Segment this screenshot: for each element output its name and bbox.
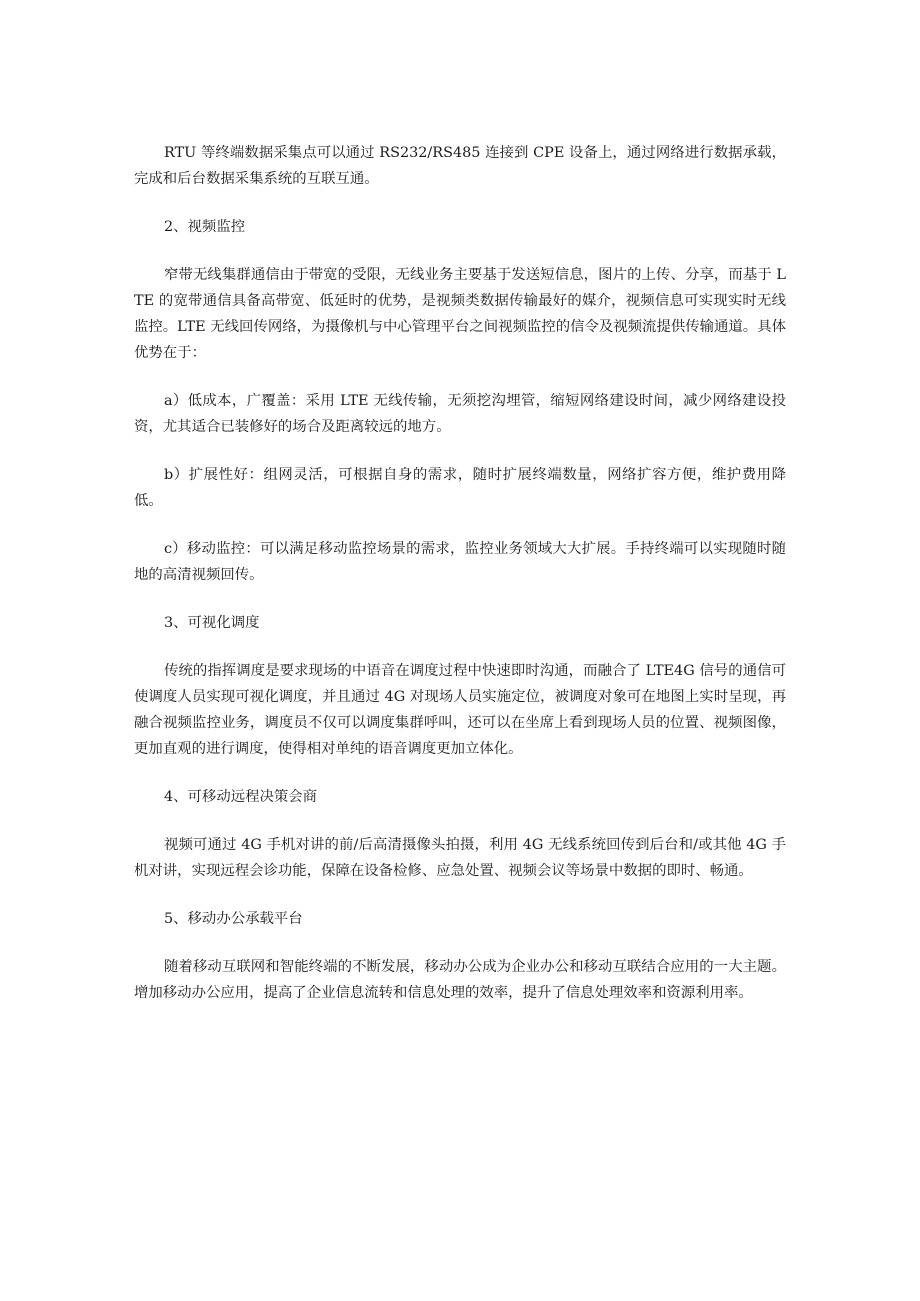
paragraph-advantage-scalability: b）扩展性好：组网灵活，可根据自身的需求，随时扩展终端数量，网络扩容方便，维护费用降低。 [134, 467, 786, 509]
document-body [134, 140, 786, 1028]
section-heading-visual-dispatch: 3、可视化调度 [164, 615, 260, 631]
paragraph-rtu-data-collection: RTU 等终端数据采集点可以通过 RS232/RS485 连接到 CPE 设备上，通过网络进行数据承载，完成和后台数据采集系统的互联互通。 [134, 145, 786, 187]
section-heading-mobile-office: 5、移动办公承载平台 [164, 911, 303, 927]
paragraph-remote-consultation: 视频可通过 4G 手机对讲的前/后高清摄像头拍摄，利用 4G 无线系统回传到后台和/或其他 4G 手机对讲，实现远程会诊功能，保障在设备检修、应急处置、视频会议等场景中数据的即时、畅通。 [134, 837, 786, 879]
paragraph-mobile-office: 随着移动互联网和智能终端的不断发展，移动办公成为企业办公和移动互联结合应用的一大主题。增加移动办公应用，提高了企业信息流转和信息处理的效率，提升了信息处理效率和资源利用率。 [134, 959, 786, 1001]
paragraph-visual-dispatch: 传统的指挥调度是要求现场的中语音在调度过程中快速即时沟通，而融合了 LTE4G 信号的通信可使调度人员实现可视化调度，并且通过 4G 对现场人员实施定位，被调度对象可在地图上实时呈现，再融合视频监控业务，调度员不仅可以调度集群呼叫，还可以在坐席上看到现场人员的位置、视频图像，更加直观的进行调度，使得相对单纯的语音调度更加立体化。 [134, 663, 786, 757]
paragraph-advantage-low-cost: a）低成本，广覆盖：采用 LTE 无线传输，无须挖沟埋管，缩短网络建设时间，减少网络建设投资，尤其适合已装修好的场合及距离较远的地方。 [134, 393, 786, 435]
section-heading-video-monitoring: 2、视频监控 [164, 219, 246, 235]
section-heading-remote-consultation: 4、可移动远程决策会商 [164, 789, 318, 805]
paragraph-video-monitoring-intro: 窄带无线集群通信由于带宽的受限，无线业务主要基于发送短信息，图片的上传、分享，而基于 LTE 的宽带通信具备高带宽、低延时的优势，是视频类数据传输最好的媒介，视频信息可实现实时无线监控。LTE 无线回传网络，为摄像机与中心管理平台之间视频监控的信令及视频流提供传输通道。具体优势在于： [134, 267, 786, 361]
paragraph-advantage-mobile-monitoring: c）移动监控：可以满足移动监控场景的需求，监控业务领域大大扩展。手持终端可以实现随时随地的高清视频回传。 [134, 541, 786, 583]
